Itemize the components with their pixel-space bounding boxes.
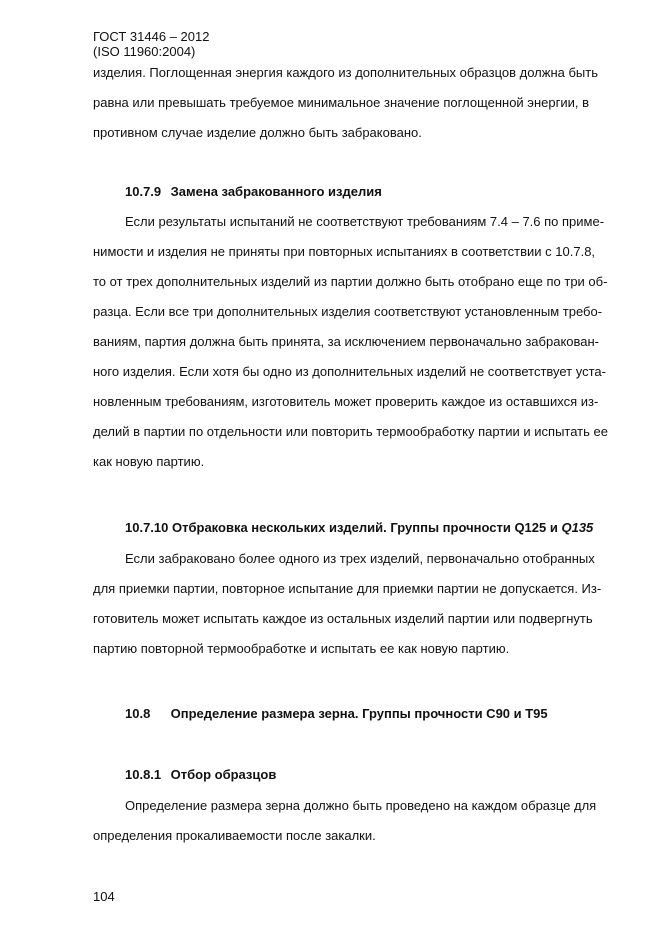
standard-code: ГОСТ 31446 – 2012 (93, 29, 210, 44)
text-line: определения прокаливаемости после закалки. (93, 828, 376, 843)
document-header (93, 30, 209, 59)
text-line: ваниям, партия должна быть принята, за исключением первоначально забракован- (93, 334, 600, 349)
text-line: Определение размера зерна должно быть проведено на каждом образце для (125, 798, 597, 813)
text-line: разца. Если все три дополнительных изделия соответствуют установленным требо- (93, 304, 603, 319)
text-line: равна или превышать требуемое минимальное значение поглощенной энергии, в (93, 95, 589, 110)
text-line: Если забраковано более одного из трех изделий, первоначально отобранных (125, 551, 595, 566)
section-title: Определение размера зерна. Группы прочности С90 и Т95 (170, 706, 548, 721)
text-line: партию повторной термообработке и испытать ее как новую партию. (93, 641, 510, 656)
text-line: для приемки партии, повторное испытание для приемки партии не допускается. Из- (93, 581, 602, 596)
section-number: 10.8 (125, 706, 151, 721)
iso-reference: (ISO 11960:2004) (93, 43, 196, 59)
text-line: как новую партию. (93, 454, 205, 469)
section-heading-10-8 (125, 706, 548, 721)
section-title: Отбраковка нескольких изделий. Группы прочности Q125 и (172, 520, 558, 535)
text-line: противном случае изделие должно быть забраковано. (93, 125, 422, 140)
section-title: Отбор образцов (170, 767, 277, 782)
section-title-grade: Q135 (561, 520, 594, 535)
text-line: ного изделия. Если хотя бы одно из дополнительных изделий не соответствует уста- (93, 364, 606, 379)
text-line: то от трех дополнительных изделий из партии должно быть отобрано еще по три об- (93, 274, 608, 289)
text-line: новленным требованиям, изготовитель может проверить каждое из оставшихся из- (93, 394, 599, 409)
section-heading-10-8-1 (125, 767, 276, 782)
page-number: 104 (93, 889, 115, 904)
text-line: готовитель может испытать каждое из остальных изделий партии или подвергнуть (93, 611, 593, 626)
section-number: 10.7.9 (125, 184, 162, 199)
text-line: нимости и изделия не приняты при повторных испытаниях в соответствии с 10.7.8, (93, 244, 596, 259)
section-number: 10.8.1 (125, 767, 162, 782)
section-heading-10-7-9 (125, 184, 382, 199)
text-line: делий в партии по отдельности или повторить термообработку партии и испытать ее (93, 424, 608, 439)
text-line: изделия. Поглощенная энергия каждого из дополнительных образцов должна быть (93, 65, 598, 80)
section-title: Замена забракованного изделия (170, 184, 382, 199)
section-heading-10-7-10 (125, 520, 593, 535)
section-number: 10.7.10 (125, 520, 169, 535)
text-line: Если результаты испытаний не соответствуют требованиям 7.4 – 7.6 по приме- (125, 214, 605, 229)
